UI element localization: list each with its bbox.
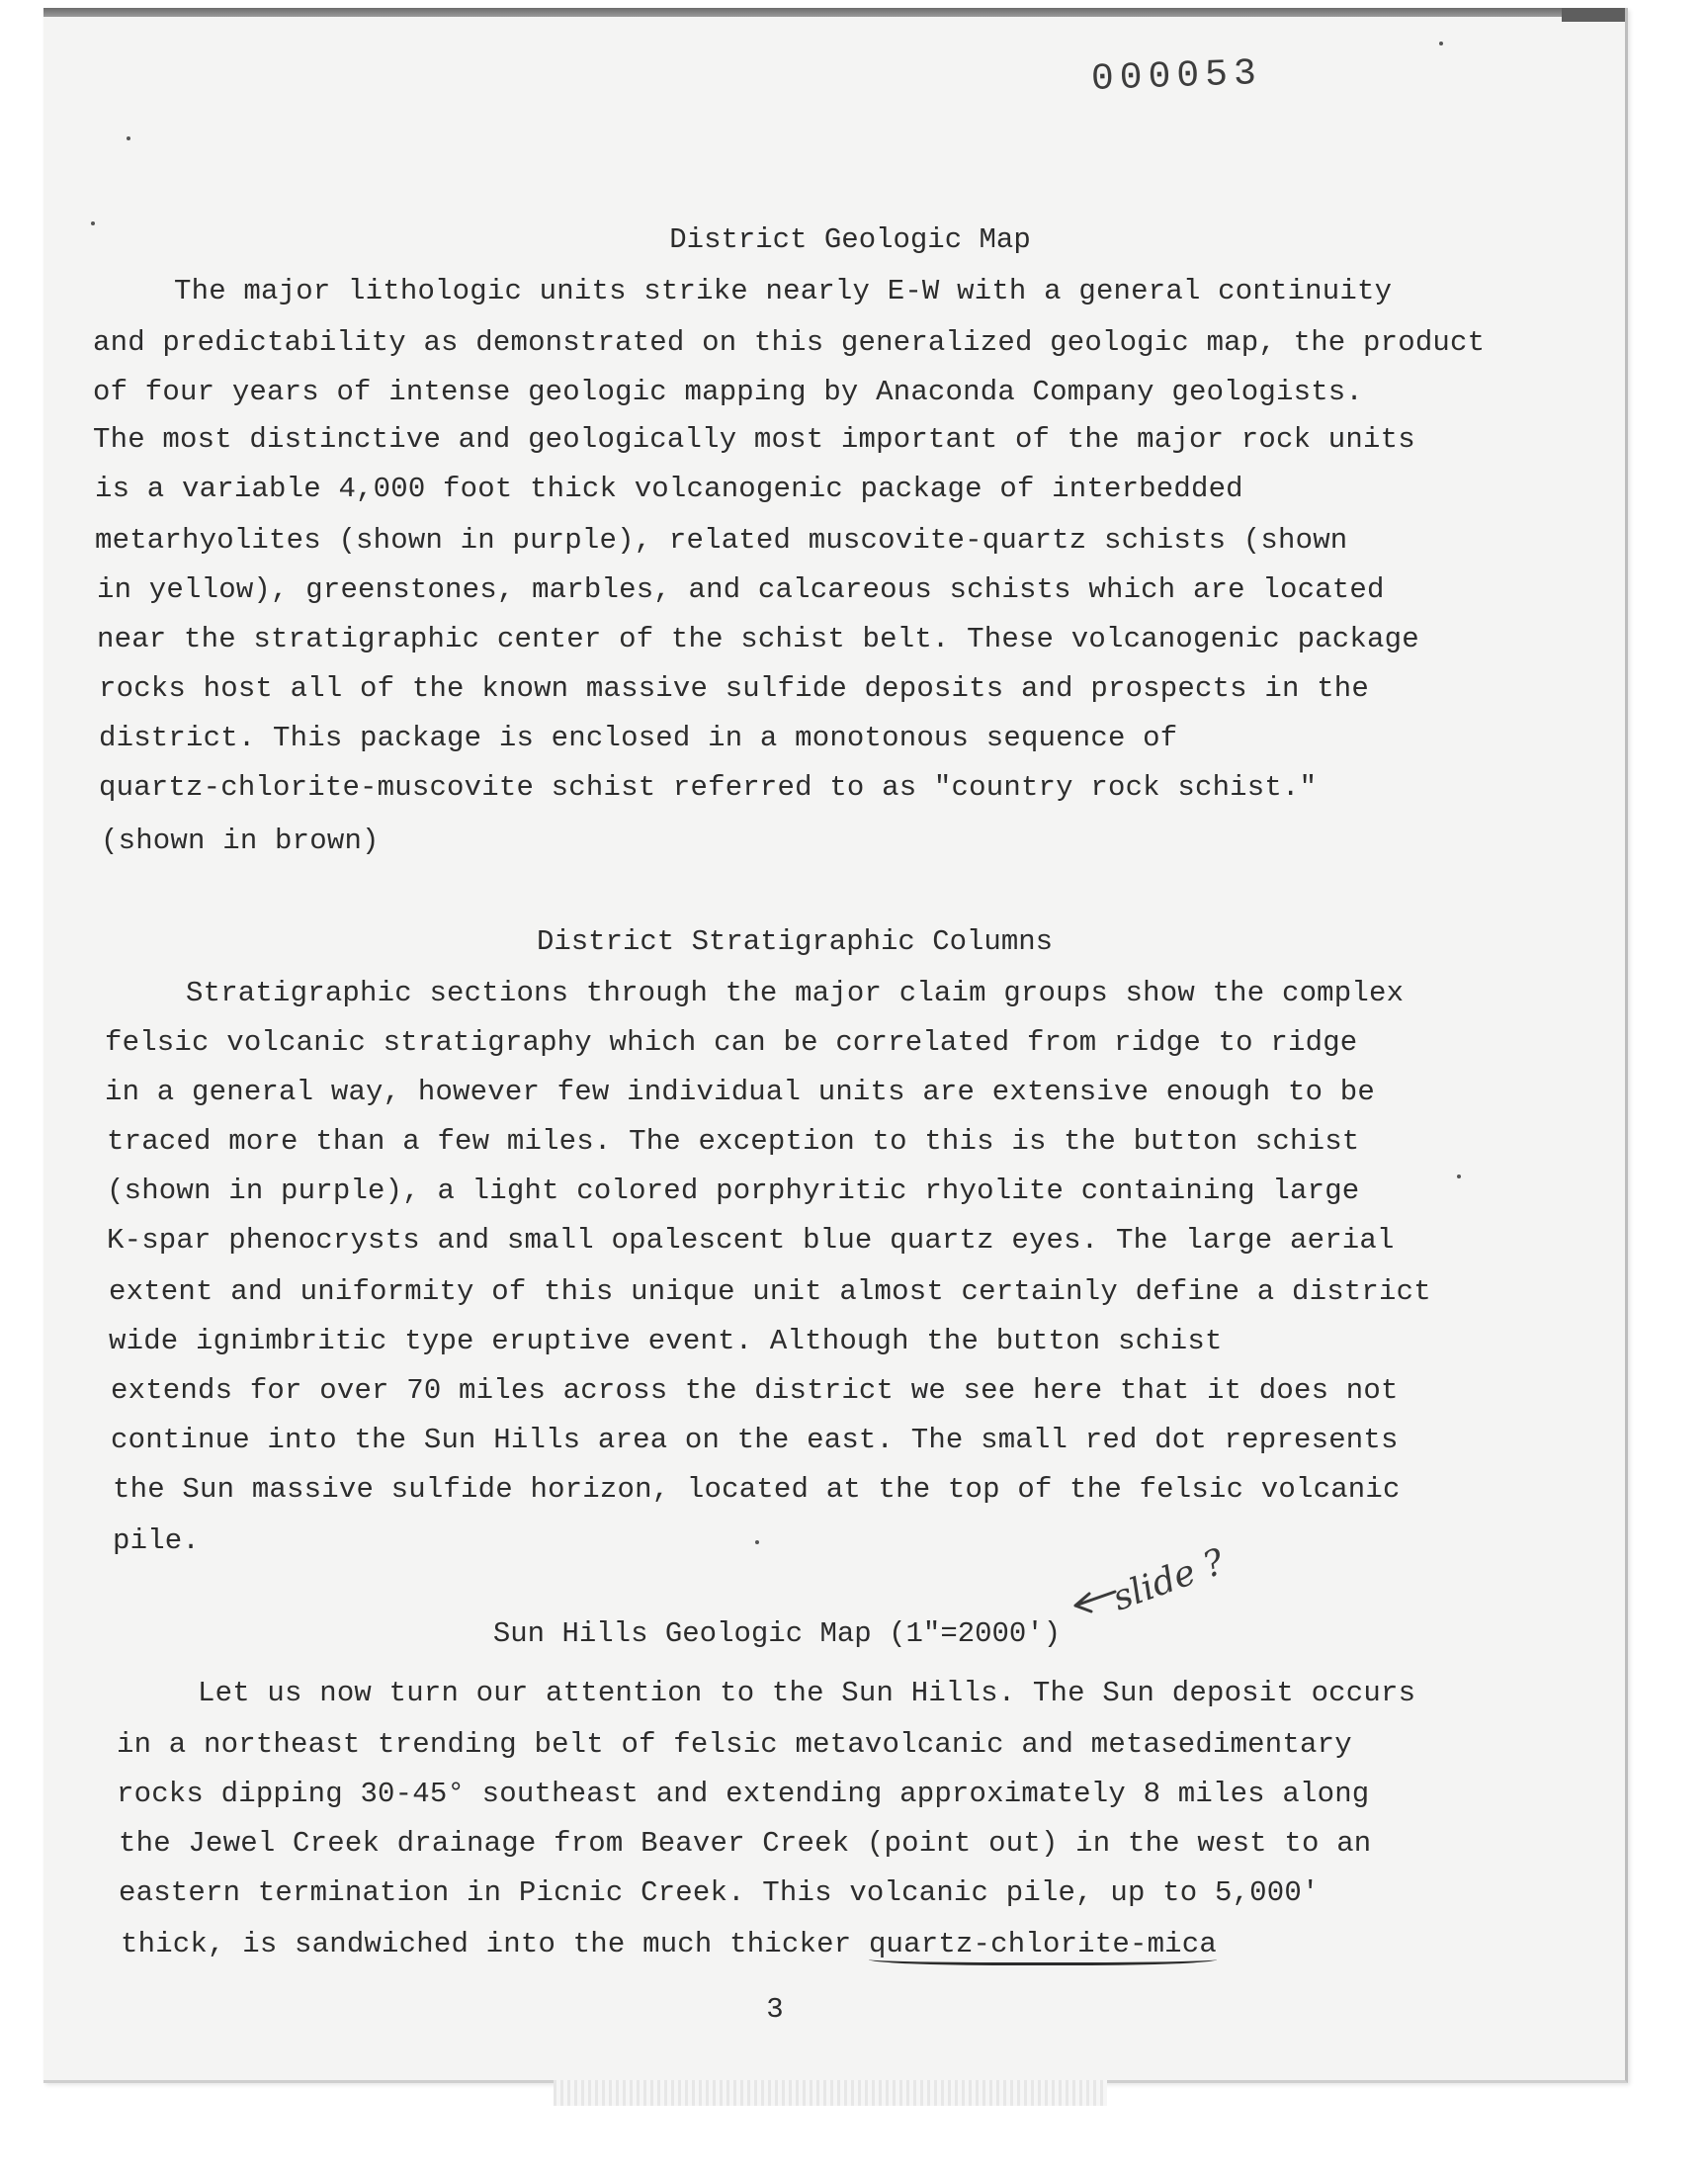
body-line: Stratigraphic sections through the major claim groups show the complex xyxy=(186,977,1405,1009)
body-line: extends for over 70 miles across the district we see here that it does not xyxy=(111,1374,1399,1407)
body-line: The most distinctive and geologically most important of the major rock units xyxy=(93,423,1415,456)
body-line: metarhyolites (shown in purple), related muscovite-quartz schists (shown xyxy=(95,524,1348,557)
body-line: the Sun massive sulfide horizon, located at the top of the felsic volcanic xyxy=(113,1473,1401,1506)
body-line: near the stratigraphic center of the schist belt. These volcanogenic package xyxy=(97,623,1419,655)
body-line: in a northeast trending belt of felsic metavolcanic and metasedimentary xyxy=(117,1728,1352,1761)
body-line: and predictability as demonstrated on this generalized geologic map, the product xyxy=(93,326,1486,359)
scan-top-edge xyxy=(43,8,1625,17)
body-line: The major lithologic units strike nearly E-W with a general continuity xyxy=(174,275,1393,307)
scan-speck xyxy=(127,136,130,140)
body-line: district. This package is enclosed in a monotonous sequence of xyxy=(99,722,1178,754)
document-page xyxy=(43,8,1628,2083)
body-line: rocks dipping 30-45° southeast and extending approximately 8 miles along xyxy=(117,1778,1370,1810)
body-line: wide ignimbritic type eruptive event. Although the button schist xyxy=(109,1325,1223,1357)
body-line: the Jewel Creek drainage from Beaver Creek (point out) in the west to an xyxy=(119,1827,1372,1860)
scan-speck xyxy=(91,221,95,225)
body-line: extent and uniformity of this unique unit almost certainly define a district xyxy=(109,1275,1431,1308)
body-line-text: thick, is sandwiched into the much thicker xyxy=(121,1928,852,1960)
section-heading-sun-hills-geologic-map: Sun Hills Geologic Map (1"=2000') xyxy=(492,1617,1062,1650)
body-line: eastern termination in Picnic Creek. This volcanic pile, up to 5,000' xyxy=(119,1876,1320,1909)
body-line: pile. xyxy=(113,1524,201,1557)
document-number: 000053 xyxy=(1090,51,1263,102)
body-line: quartz-chlorite-muscovite schist referred to as "country rock schist." xyxy=(99,771,1318,804)
body-line: traced more than a few miles. The exception to this is the button schist xyxy=(107,1125,1360,1158)
body-line: Let us now turn our attention to the Sun Hills. The Sun deposit occurs xyxy=(198,1677,1416,1709)
body-line: in yellow), greenstones, marbles, and calcareous schists which are located xyxy=(97,573,1385,606)
body-line: in a general way, however few individual units are extensive enough to be xyxy=(105,1076,1376,1108)
scan-speck xyxy=(755,1540,759,1544)
body-line: felsic volcanic stratigraphy which can be correlated from ridge to ridge xyxy=(105,1026,1358,1059)
page-number: 3 xyxy=(766,1993,784,2026)
body-line: (shown in brown) xyxy=(101,825,380,857)
body-line xyxy=(121,1928,1217,1960)
scan-speck xyxy=(1457,1174,1461,1178)
body-line: (shown in purple), a light colored porphyritic rhyolite containing large xyxy=(107,1174,1360,1207)
scan-speck xyxy=(1439,42,1443,45)
body-line: continue into the Sun Hills area on the east. The small red dot represents xyxy=(111,1424,1399,1456)
scan-corner-shadow xyxy=(1562,8,1625,22)
body-line: is a variable 4,000 foot thick volcanogenic package of interbedded xyxy=(95,473,1243,505)
body-line: of four years of intense geologic mapping by Anaconda Company geologists. xyxy=(93,376,1364,408)
handwritten-annotation: slide ? xyxy=(1107,1541,1231,1619)
section-heading-district-geologic-map: District Geologic Map xyxy=(669,223,1031,256)
body-line: K-spar phenocrysts and small opalescent blue quartz eyes. The large aerial xyxy=(107,1224,1395,1257)
underlined-text: quartz-chlorite-mica xyxy=(869,1928,1217,1965)
section-heading-district-stratigraphic-columns: District Stratigraphic Columns xyxy=(536,925,1054,958)
scan-artifact xyxy=(554,2080,1107,2106)
body-line: rocks host all of the known massive sulfide deposits and prospects in the xyxy=(99,672,1370,705)
